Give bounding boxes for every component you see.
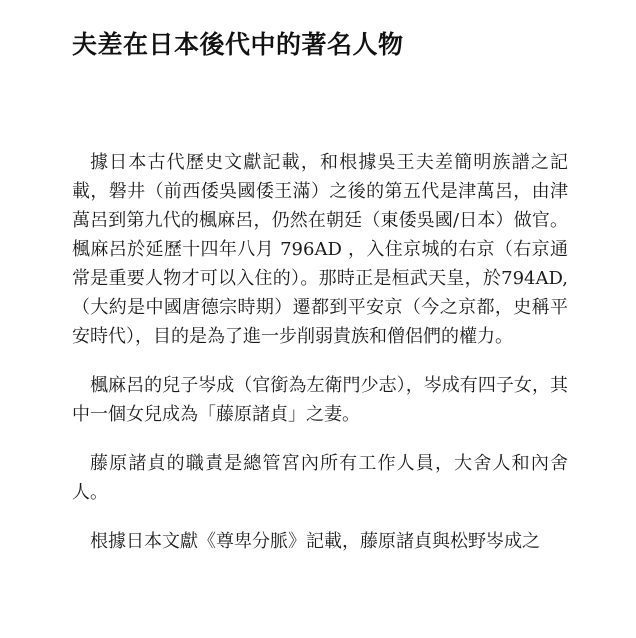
paragraph-1: 據日本古代歷史文獻記載，和根據吳王夫差簡明族譜之記載，磐井（前西倭吳國倭王滿）之後的第五代是津萬呂，由津萬呂到第九代的楓麻呂，仍然在朝廷（東倭吳國/日本）做官。楓麻呂於延歷十四年八月 796AD ，入住京城的右京（右京通常是重要人物才可以入住的）。那時正是桓武天皇，於794AD, （大約是中國唐德宗時期）遷都到平安京（今之京都，史稱平安時代），目的是為了進一步削弱貴族和僧侶們的權力。 [72,152,568,347]
article-title: 夫差在日本後代中的著名人物 [72,30,404,59]
article-body [72,148,568,576]
paragraph-2: 楓麻呂的兒子岑成（官銜為左衛門少志），岑成有四子女，其中一個女兒成為「藤原諸貞」之妻。 [72,375,568,425]
paragraph-4: 根據日本文獻《尊卑分脈》記載，藤原諸貞與松野岑成之 [90,531,540,552]
paragraph-3: 藤原諸貞的職責是總管宮內所有工作人員，大舍人和內舍人。 [72,453,568,503]
